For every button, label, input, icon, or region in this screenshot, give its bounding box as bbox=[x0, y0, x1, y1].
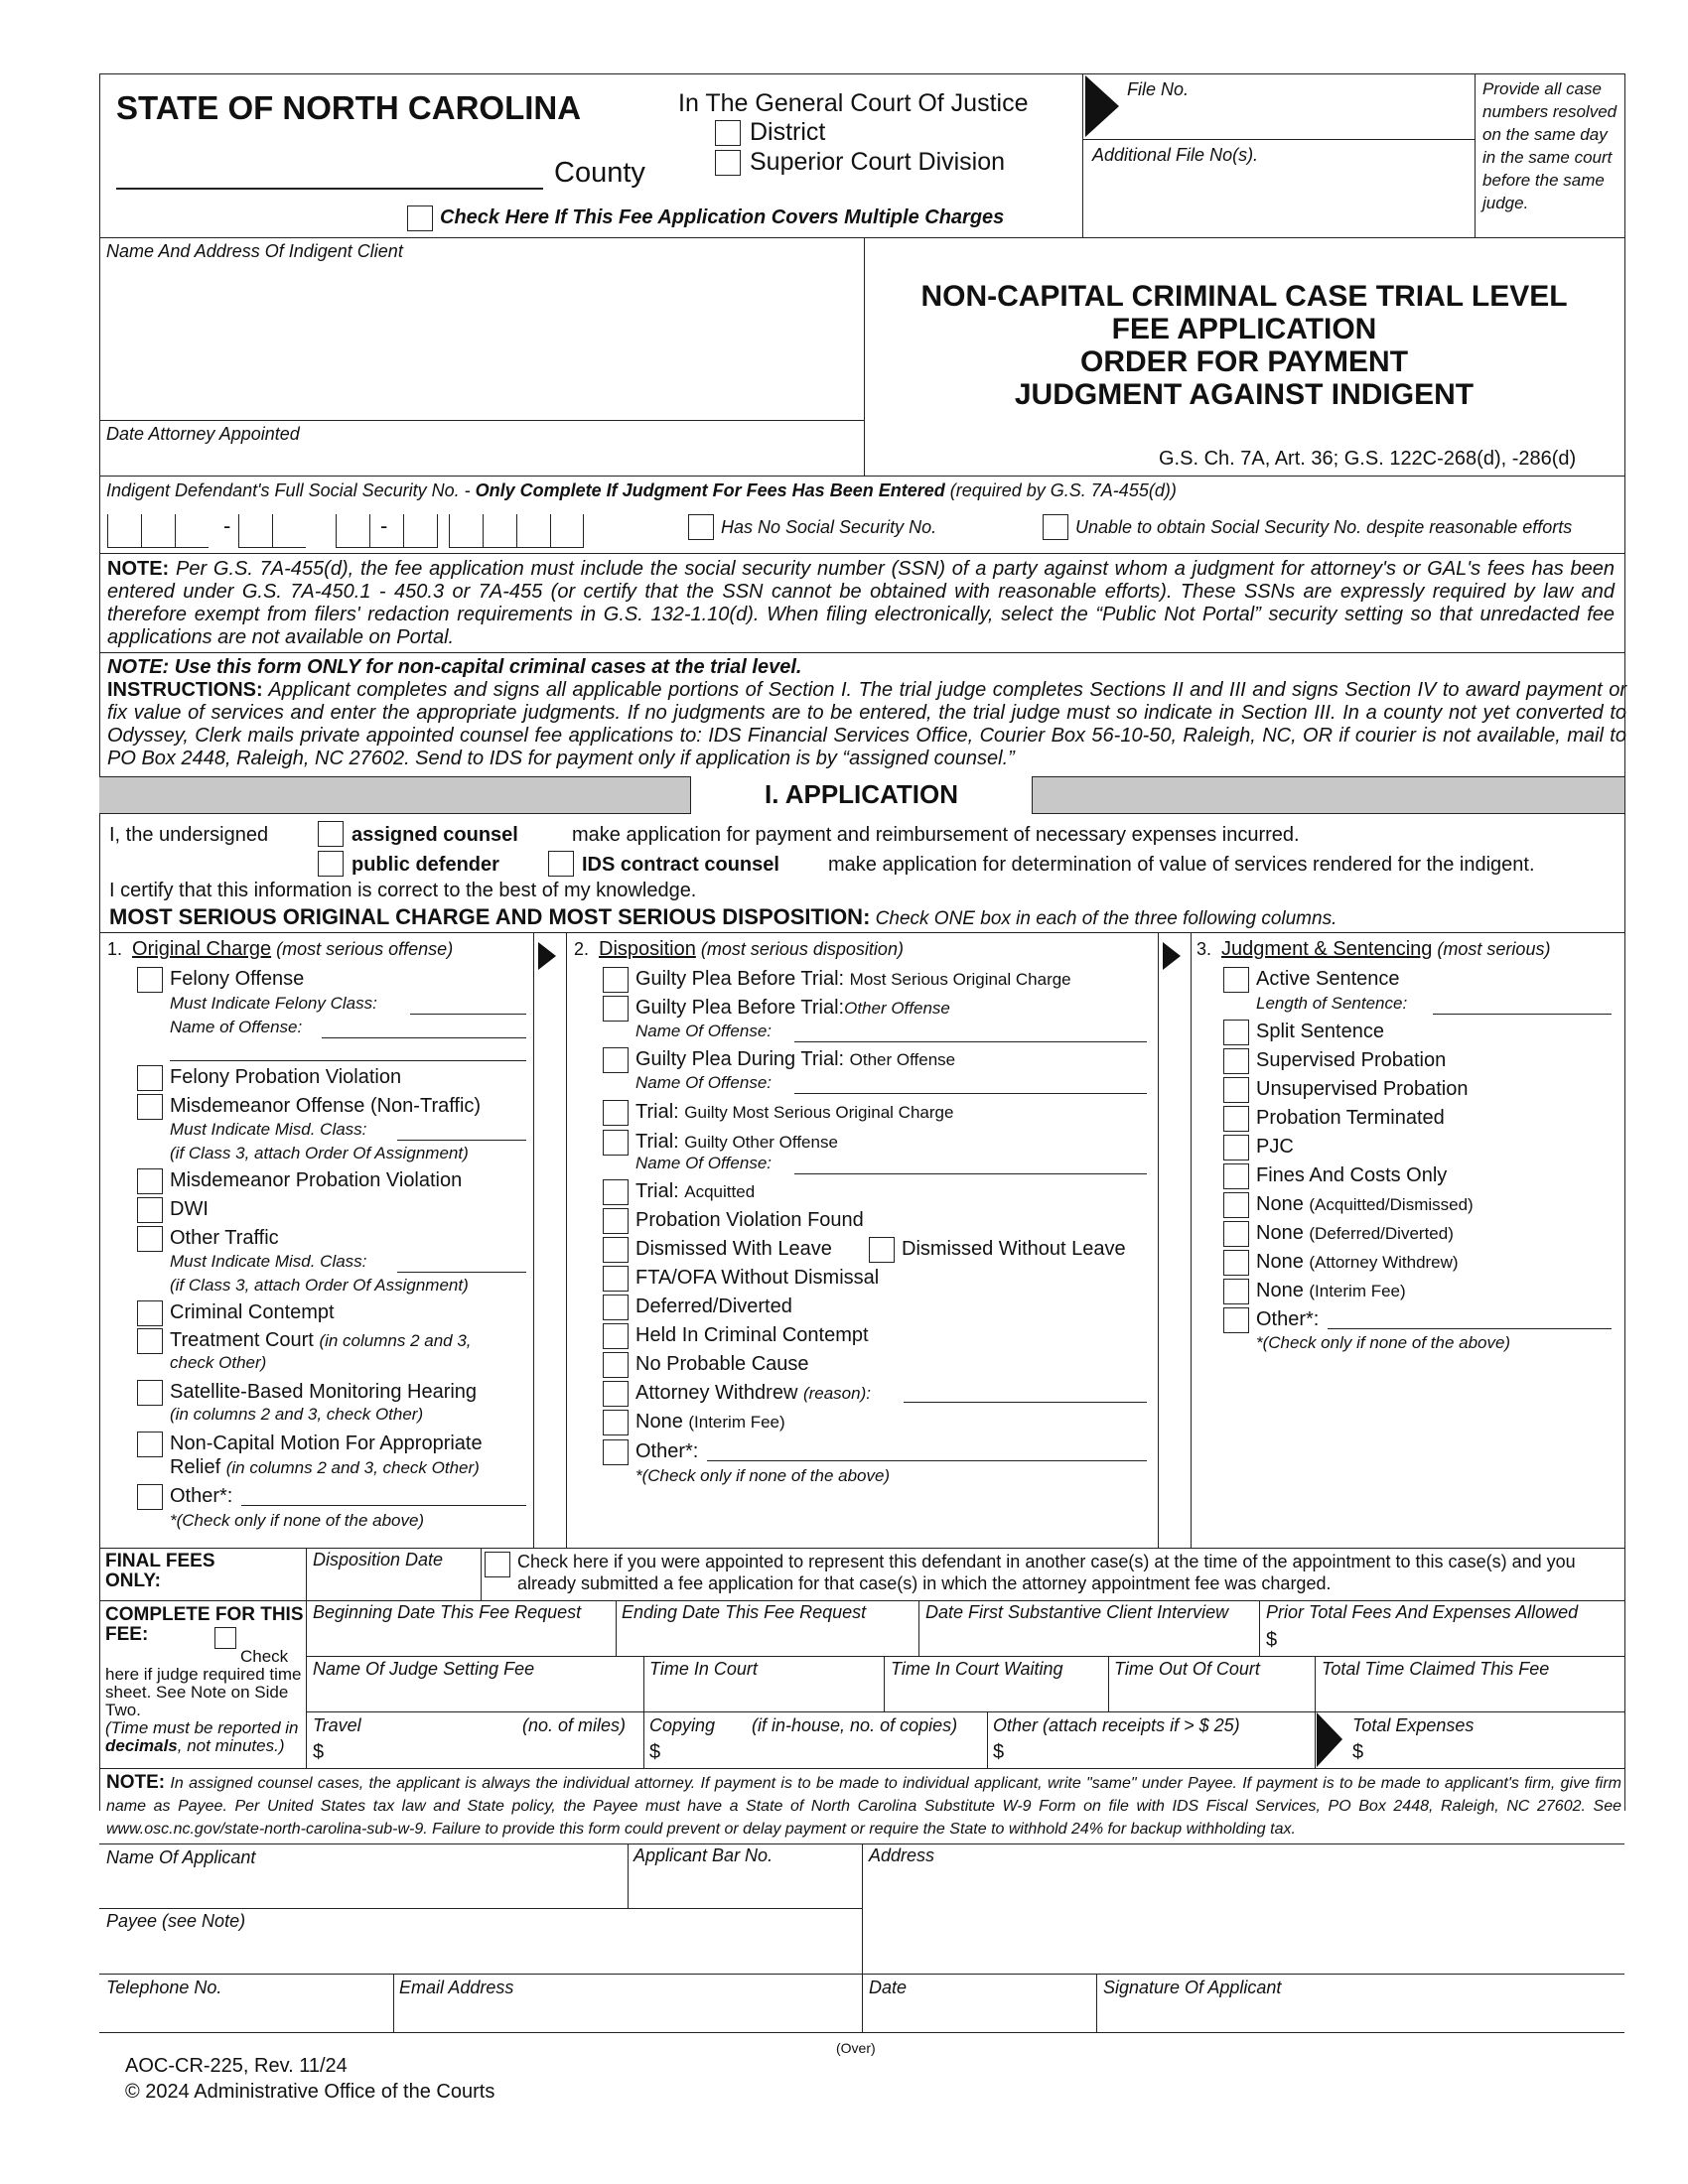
felony-probation-label: Felony Probation Violation bbox=[170, 1066, 402, 1088]
col2-none-checkbox[interactable] bbox=[603, 1410, 629, 1435]
court-title: In The General Court Of Justice bbox=[678, 89, 1029, 117]
district-label: District bbox=[750, 118, 826, 146]
trial-acquitted-checkbox[interactable] bbox=[603, 1179, 629, 1205]
col3-other-line[interactable] bbox=[1328, 1328, 1612, 1329]
public-defender-label: public defender bbox=[352, 854, 499, 876]
misdemeanor-offense-checkbox[interactable] bbox=[137, 1094, 163, 1120]
sbm-note: (in columns 2 and 3, check Other) bbox=[170, 1405, 424, 1424]
misd-probation-label: Misdemeanor Probation Violation bbox=[170, 1169, 463, 1191]
no-ssn-label: Has No Social Security No. bbox=[721, 517, 937, 537]
deferred-checkbox[interactable] bbox=[603, 1295, 629, 1320]
gpbt-most-label: Guilty Plea Before Trial: Most Serious Original Charge bbox=[635, 968, 1071, 990]
deferred-label: Deferred/Diverted bbox=[635, 1296, 792, 1317]
signature-label: Signature Of Applicant bbox=[1103, 1978, 1282, 1997]
travel-label: Travel bbox=[313, 1715, 361, 1735]
dismissed-with-checkbox[interactable] bbox=[603, 1237, 629, 1263]
public-defender-checkbox[interactable] bbox=[318, 851, 344, 877]
no-probable-label: No Probable Cause bbox=[635, 1353, 809, 1375]
provide-note: Provide all case numbers resolved on the same day in the same court before the same judge. bbox=[1482, 79, 1618, 212]
section-title: I. APPLICATION bbox=[690, 776, 1033, 814]
sbm-hearing-label: Satellite-Based Monitoring Hearing bbox=[170, 1381, 478, 1403]
none-deferred-label: None (Deferred/Diverted) bbox=[1256, 1222, 1454, 1244]
col1-other-checkbox[interactable] bbox=[137, 1484, 163, 1510]
unsupervised-checkbox[interactable] bbox=[1223, 1077, 1249, 1103]
name-offense-label: Name of Offense: bbox=[170, 1018, 303, 1036]
col2-other-line[interactable] bbox=[707, 1460, 1147, 1461]
class3-note-2: (if Class 3, attach Order Of Assignment) bbox=[170, 1276, 469, 1295]
col2-heading: Disposition bbox=[599, 938, 696, 960]
held-contempt-label: Held In Criminal Contempt bbox=[635, 1324, 869, 1346]
dismissed-with-label: Dismissed With Leave bbox=[635, 1238, 832, 1260]
none-acquitted-checkbox[interactable] bbox=[1223, 1192, 1249, 1218]
multiple-charges-label: Check Here If This Fee Application Covers Multiple Charges bbox=[440, 206, 1005, 228]
time-waiting-label: Time In Court Waiting bbox=[891, 1659, 1063, 1679]
copyright: © 2024 Administrative Office of the Courts bbox=[125, 2081, 495, 2103]
date-label: Date bbox=[869, 1978, 908, 1997]
mar-label: Non-Capital Motion For Appropriate bbox=[170, 1433, 483, 1454]
dismissed-without-label: Dismissed Without Leave bbox=[902, 1238, 1126, 1260]
col1-other-line[interactable] bbox=[241, 1505, 526, 1506]
title-line-2: FEE APPLICATION bbox=[1111, 313, 1377, 345]
misdemeanor-offense-label: Misdemeanor Offense (Non-Traffic) bbox=[170, 1095, 482, 1117]
first-interview-label: Date First Substantive Client Interview bbox=[925, 1602, 1229, 1622]
email-label: Email Address bbox=[399, 1978, 514, 1997]
probation-found-label: Probation Violation Found bbox=[635, 1209, 864, 1231]
other-case-checkbox[interactable] bbox=[485, 1552, 510, 1577]
file-no-label: File No. bbox=[1127, 79, 1190, 99]
applicant-name-label: Name Of Applicant bbox=[106, 1847, 256, 1867]
form-title bbox=[864, 280, 1624, 411]
undersigned-label: I, the undersigned bbox=[109, 824, 269, 846]
mar-checkbox[interactable] bbox=[137, 1432, 163, 1457]
title-line-4: JUDGMENT AGAINST INDIGENT bbox=[1014, 378, 1475, 411]
trial-guilty-most-label: Trial: Guilty Most Serious Original Charge bbox=[635, 1101, 954, 1123]
col1-only-if: *(Check only if none of the above) bbox=[170, 1511, 425, 1530]
active-sentence-label: Active Sentence bbox=[1256, 968, 1400, 990]
col3-only-if: *(Check only if none of the above) bbox=[1256, 1333, 1511, 1352]
bar-no-label: Applicant Bar No. bbox=[633, 1845, 774, 1865]
felony-class-line[interactable] bbox=[410, 1014, 526, 1015]
district-checkbox[interactable] bbox=[715, 120, 741, 146]
col2-other-label: Other*: bbox=[635, 1440, 699, 1462]
treatment-court-checkbox[interactable] bbox=[137, 1328, 163, 1354]
other-traffic-label: Other Traffic bbox=[170, 1227, 279, 1249]
col3-other-label: Other*: bbox=[1256, 1308, 1320, 1330]
fta-label: FTA/OFA Without Dismissal bbox=[635, 1267, 880, 1289]
most-serious-heading: MOST SERIOUS ORIGINAL CHARGE AND MOST SERIOUS DISPOSITION: Check ONE box in each of the three following columns. bbox=[109, 904, 1337, 929]
time-out-label: Time Out Of Court bbox=[1114, 1659, 1260, 1679]
certify-text: I certify that this information is correct to the best of my knowledge. bbox=[109, 880, 697, 901]
superior-label: Superior Court Division bbox=[750, 148, 1006, 176]
pjc-label: PJC bbox=[1256, 1136, 1294, 1158]
total-time-label: Total Time Claimed This Fee bbox=[1322, 1659, 1550, 1679]
address-label: Address bbox=[869, 1845, 935, 1865]
misd-class-label-2: Must Indicate Misd. Class: bbox=[170, 1252, 367, 1271]
other-traffic-checkbox[interactable] bbox=[137, 1226, 163, 1252]
trial-name-label: Name Of Offense: bbox=[635, 1154, 772, 1172]
felony-offense-label: Felony Offense bbox=[170, 968, 305, 990]
dwi-checkbox[interactable] bbox=[137, 1197, 163, 1223]
trial-guilty-other-checkbox[interactable] bbox=[603, 1130, 629, 1156]
col2-none-label: None (Interim Fee) bbox=[635, 1411, 785, 1433]
trial-guilty-most-checkbox[interactable] bbox=[603, 1100, 629, 1126]
final-fees-label: FINAL FEES ONLY: bbox=[105, 1551, 215, 1591]
payee-label: Payee (see Note) bbox=[106, 1911, 246, 1931]
misd-class-label: Must Indicate Misd. Class: bbox=[170, 1120, 367, 1139]
title-line-3: ORDER FOR PAYMENT bbox=[1079, 345, 1409, 378]
gpbt-name-line[interactable] bbox=[794, 1041, 1147, 1042]
unsupervised-label: Unsupervised Probation bbox=[1256, 1078, 1469, 1100]
pjc-checkbox[interactable] bbox=[1223, 1135, 1249, 1160]
misd-probation-checkbox[interactable] bbox=[137, 1168, 163, 1194]
begin-date-label: Beginning Date This Fee Request bbox=[313, 1602, 582, 1622]
dwi-label: DWI bbox=[170, 1198, 209, 1220]
felony-probation-checkbox[interactable] bbox=[137, 1065, 163, 1091]
no-probable-checkbox[interactable] bbox=[603, 1352, 629, 1378]
terminated-checkbox[interactable] bbox=[1223, 1106, 1249, 1132]
copying-label: Copying bbox=[649, 1715, 716, 1735]
col1-arrow-icon bbox=[538, 942, 556, 970]
gpbt-most-checkbox[interactable] bbox=[603, 967, 629, 993]
probation-found-checkbox[interactable] bbox=[603, 1208, 629, 1234]
judge-label: Name Of Judge Setting Fee bbox=[313, 1659, 535, 1679]
unable-ssn-checkbox[interactable] bbox=[1043, 514, 1068, 540]
supervised-label: Supervised Probation bbox=[1256, 1049, 1447, 1071]
unable-ssn-label: Unable to obtain Social Security No. despite reasonable efforts bbox=[1075, 517, 1573, 537]
other-dollar: $ bbox=[993, 1741, 1005, 1763]
gpdt-name-line[interactable] bbox=[794, 1093, 1147, 1094]
mar-relief: Relief (in columns 2 and 3, check Other) bbox=[170, 1456, 480, 1478]
dismissed-without-checkbox[interactable] bbox=[869, 1237, 895, 1263]
copies-label: (if in-house, no. of copies) bbox=[752, 1715, 958, 1735]
none-withdrew-label: None (Attorney Withdrew) bbox=[1256, 1251, 1459, 1273]
county-line[interactable] bbox=[116, 188, 543, 190]
length-line[interactable] bbox=[1433, 1014, 1612, 1015]
sbm-hearing-checkbox[interactable] bbox=[137, 1380, 163, 1406]
payee-note: NOTE: In assigned counsel cases, the applicant is always the individual attorney. If payment is to be made to individual applicant, write "same" under Payee. If payment is to be made to applicant's firm, give firm name as Payee. Per United States tax law and State policy, the Payee must have a State of North Carolina Substitute W-9 Form on file with IDS Fiscal Services, PO Box 2448, Raleigh, NC 27602. See www.osc.nc.gov/state-north-carolina-sub-w-9. Failure to provide this form could prevent or delay payment or require the State to withhold 24% for backup withholding tax. bbox=[106, 1772, 1621, 1838]
misd-class-line[interactable] bbox=[397, 1140, 526, 1141]
attorney-withdrew-checkbox[interactable] bbox=[603, 1381, 629, 1407]
attorney-withdrew-label: Attorney Withdrew (reason): bbox=[635, 1382, 871, 1404]
travel-dollar: $ bbox=[313, 1741, 325, 1763]
other-case-text: Check here if you were appointed to represent this defendant in another case(s) at the time of the appointment to this case(s) and you already submitted a fee application for that case(s) in which the attorney appointment fee was charged. bbox=[517, 1552, 1576, 1593]
col3-heading: Judgment & Sentencing bbox=[1221, 938, 1433, 960]
miles-label: (no. of miles) bbox=[522, 1715, 627, 1735]
ids-contract-label: IDS contract counsel bbox=[582, 854, 779, 876]
ssn-label: Indigent Defendant's Full Social Security No. - Only Complete If Judgment For Fees Has Been Entered (required by G.S. 7A-455(d)) bbox=[106, 480, 1177, 500]
over-label: (Over) bbox=[836, 2040, 876, 2056]
trial-name-line[interactable] bbox=[794, 1173, 1147, 1174]
fta-checkbox[interactable] bbox=[603, 1266, 629, 1292]
criminal-contempt-checkbox[interactable] bbox=[137, 1300, 163, 1326]
treatment-court-note: check Other) bbox=[170, 1353, 267, 1372]
assigned-text: make application for payment and reimbursement of necessary expenses incurred. bbox=[572, 824, 1300, 846]
telephone-label: Telephone No. bbox=[106, 1978, 222, 1997]
no-ssn-checkbox[interactable] bbox=[688, 514, 714, 540]
disposition-date-label: Disposition Date bbox=[313, 1550, 444, 1570]
total-arrow-icon bbox=[1317, 1712, 1342, 1767]
split-sentence-label: Split Sentence bbox=[1256, 1021, 1384, 1042]
length-label: Length of Sentence: bbox=[1256, 994, 1408, 1013]
form-number: AOC-CR-225, Rev. 11/24 bbox=[125, 2055, 348, 2077]
assigned-counsel-label: assigned counsel bbox=[352, 824, 518, 846]
ssn-note: NOTE: Per G.S. 7A-455(d), the fee application must include the social security number (SSN) of a party against whom a judgment for attorney's or GAL's fees has been entered under G.S. 7A-450.1 - 450.3 or 7A-455 (or certify that the SSN cannot be obtained with reasonable efforts). These SSNs are expressly required by law and therefore exempt from filers' redaction requirements in G.S. 132-1.10(d). When filing electronically, select the “Public Not Portal” security setting so that unredacted fee applications are not available on Portal. bbox=[107, 558, 1615, 648]
gpbt-other-label: Guilty Plea Before Trial:Other Offense bbox=[635, 997, 950, 1019]
none-deferred-checkbox[interactable] bbox=[1223, 1221, 1249, 1247]
county-label: County bbox=[554, 157, 645, 189]
prior-fees-label: Prior Total Fees And Expenses Allowed bbox=[1266, 1602, 1579, 1622]
other-expense-label: Other (attach receipts if > $ 25) bbox=[993, 1715, 1240, 1735]
time-sheet-checkbox[interactable] bbox=[214, 1627, 236, 1649]
felony-offense-checkbox[interactable] bbox=[137, 967, 163, 993]
state-title: STATE OF NORTH CAROLINA bbox=[116, 89, 582, 126]
statute-text: G.S. Ch. 7A, Art. 36; G.S. 122C-268(d), -286(d) bbox=[1159, 448, 1577, 470]
assigned-counsel-checkbox[interactable] bbox=[318, 821, 344, 847]
total-dollar: $ bbox=[1352, 1741, 1364, 1763]
instructions-note: NOTE: Use this form ONLY for non-capital criminal cases at the trial level. INSTRUCTIONS: Applicant completes and signs all applicable portions of Section I. The trial judge completes Sections II and III and signs Section IV to award payment or fix value of services and enter the appropriate judgments. If no judgments are to be entered, the trial judge must so indicate in Section III. In a county not yet converted to Odyssey, Clerk mails private appointed counsel fee applications to: IDS Financial Services Office, Courier Box 56-10-50, Raleigh, NC, OR if courier is not available, mail to PO Box 2448, Raleigh, NC 27602. Send to IDS for payment only if application is by “assigned counsel.” bbox=[107, 656, 1626, 769]
col2-other-checkbox[interactable] bbox=[603, 1439, 629, 1465]
ids-contract-checkbox[interactable] bbox=[548, 851, 574, 877]
supervised-checkbox[interactable] bbox=[1223, 1048, 1249, 1074]
split-sentence-checkbox[interactable] bbox=[1223, 1020, 1249, 1045]
felony-class-label: Must Indicate Felony Class: bbox=[170, 994, 377, 1013]
trial-guilty-other-label: Trial: Guilty Other Offense bbox=[635, 1131, 838, 1153]
name-offense-line[interactable] bbox=[322, 1037, 526, 1038]
reason-line[interactable] bbox=[904, 1402, 1147, 1403]
multiple-charges-checkbox[interactable] bbox=[407, 205, 433, 231]
gpdt-label: Guilty Plea During Trial: Other Offense bbox=[635, 1048, 956, 1070]
total-expenses-label: Total Expenses bbox=[1352, 1715, 1475, 1735]
none-withdrew-checkbox[interactable] bbox=[1223, 1250, 1249, 1276]
terminated-label: Probation Terminated bbox=[1256, 1107, 1445, 1129]
file-arrow-icon bbox=[1085, 75, 1119, 137]
superior-checkbox[interactable] bbox=[715, 150, 741, 176]
time-in-court-label: Time In Court bbox=[649, 1659, 758, 1679]
gpbt-name-label: Name Of Offense: bbox=[635, 1022, 772, 1040]
additional-file-label: Additional File No(s). bbox=[1092, 145, 1259, 165]
fines-checkbox[interactable] bbox=[1223, 1163, 1249, 1189]
none-interim-checkbox[interactable] bbox=[1223, 1279, 1249, 1304]
client-name-label: Name And Address Of Indigent Client bbox=[106, 241, 403, 261]
date-appointed-label: Date Attorney Appointed bbox=[106, 424, 300, 444]
active-sentence-checkbox[interactable] bbox=[1223, 967, 1249, 993]
name-offense-line-2[interactable] bbox=[170, 1060, 526, 1061]
fines-label: Fines And Costs Only bbox=[1256, 1164, 1448, 1186]
col3-other-checkbox[interactable] bbox=[1223, 1307, 1249, 1333]
col1-heading: Original Charge bbox=[132, 938, 272, 960]
copying-dollar: $ bbox=[649, 1741, 661, 1763]
title-line-1: NON-CAPITAL CRIMINAL CASE TRIAL LEVEL bbox=[920, 280, 1568, 313]
gpdt-name-label: Name Of Offense: bbox=[635, 1073, 772, 1092]
criminal-contempt-label: Criminal Contempt bbox=[170, 1301, 335, 1323]
none-interim-label: None (Interim Fee) bbox=[1256, 1280, 1406, 1301]
misd-class-line-2[interactable] bbox=[397, 1272, 526, 1273]
gpdt-checkbox[interactable] bbox=[603, 1047, 629, 1073]
class3-note: (if Class 3, attach Order Of Assignment) bbox=[170, 1144, 469, 1162]
col2-only-if: *(Check only if none of the above) bbox=[635, 1466, 891, 1485]
none-acquitted-label: None (Acquitted/Dismissed) bbox=[1256, 1193, 1474, 1215]
end-date-label: Ending Date This Fee Request bbox=[622, 1602, 867, 1622]
ids-text: make application for determination of value of services rendered for the indigent. bbox=[828, 854, 1535, 876]
col2-arrow-icon bbox=[1163, 942, 1181, 970]
gpbt-other-checkbox[interactable] bbox=[603, 996, 629, 1022]
complete-fee-block: COMPLETE FOR THIS FEE: Check here if judge required time sheet. See Note on Side Two. (Time must be reported in decimals, not minutes.) bbox=[105, 1604, 304, 1755]
prior-dollar: $ bbox=[1266, 1629, 1278, 1651]
trial-acquitted-label: Trial: Acquitted bbox=[635, 1180, 756, 1202]
held-contempt-checkbox[interactable] bbox=[603, 1323, 629, 1349]
col1-other-label: Other*: bbox=[170, 1485, 233, 1507]
treatment-court-label: Treatment Court (in columns 2 and 3, bbox=[170, 1329, 472, 1351]
